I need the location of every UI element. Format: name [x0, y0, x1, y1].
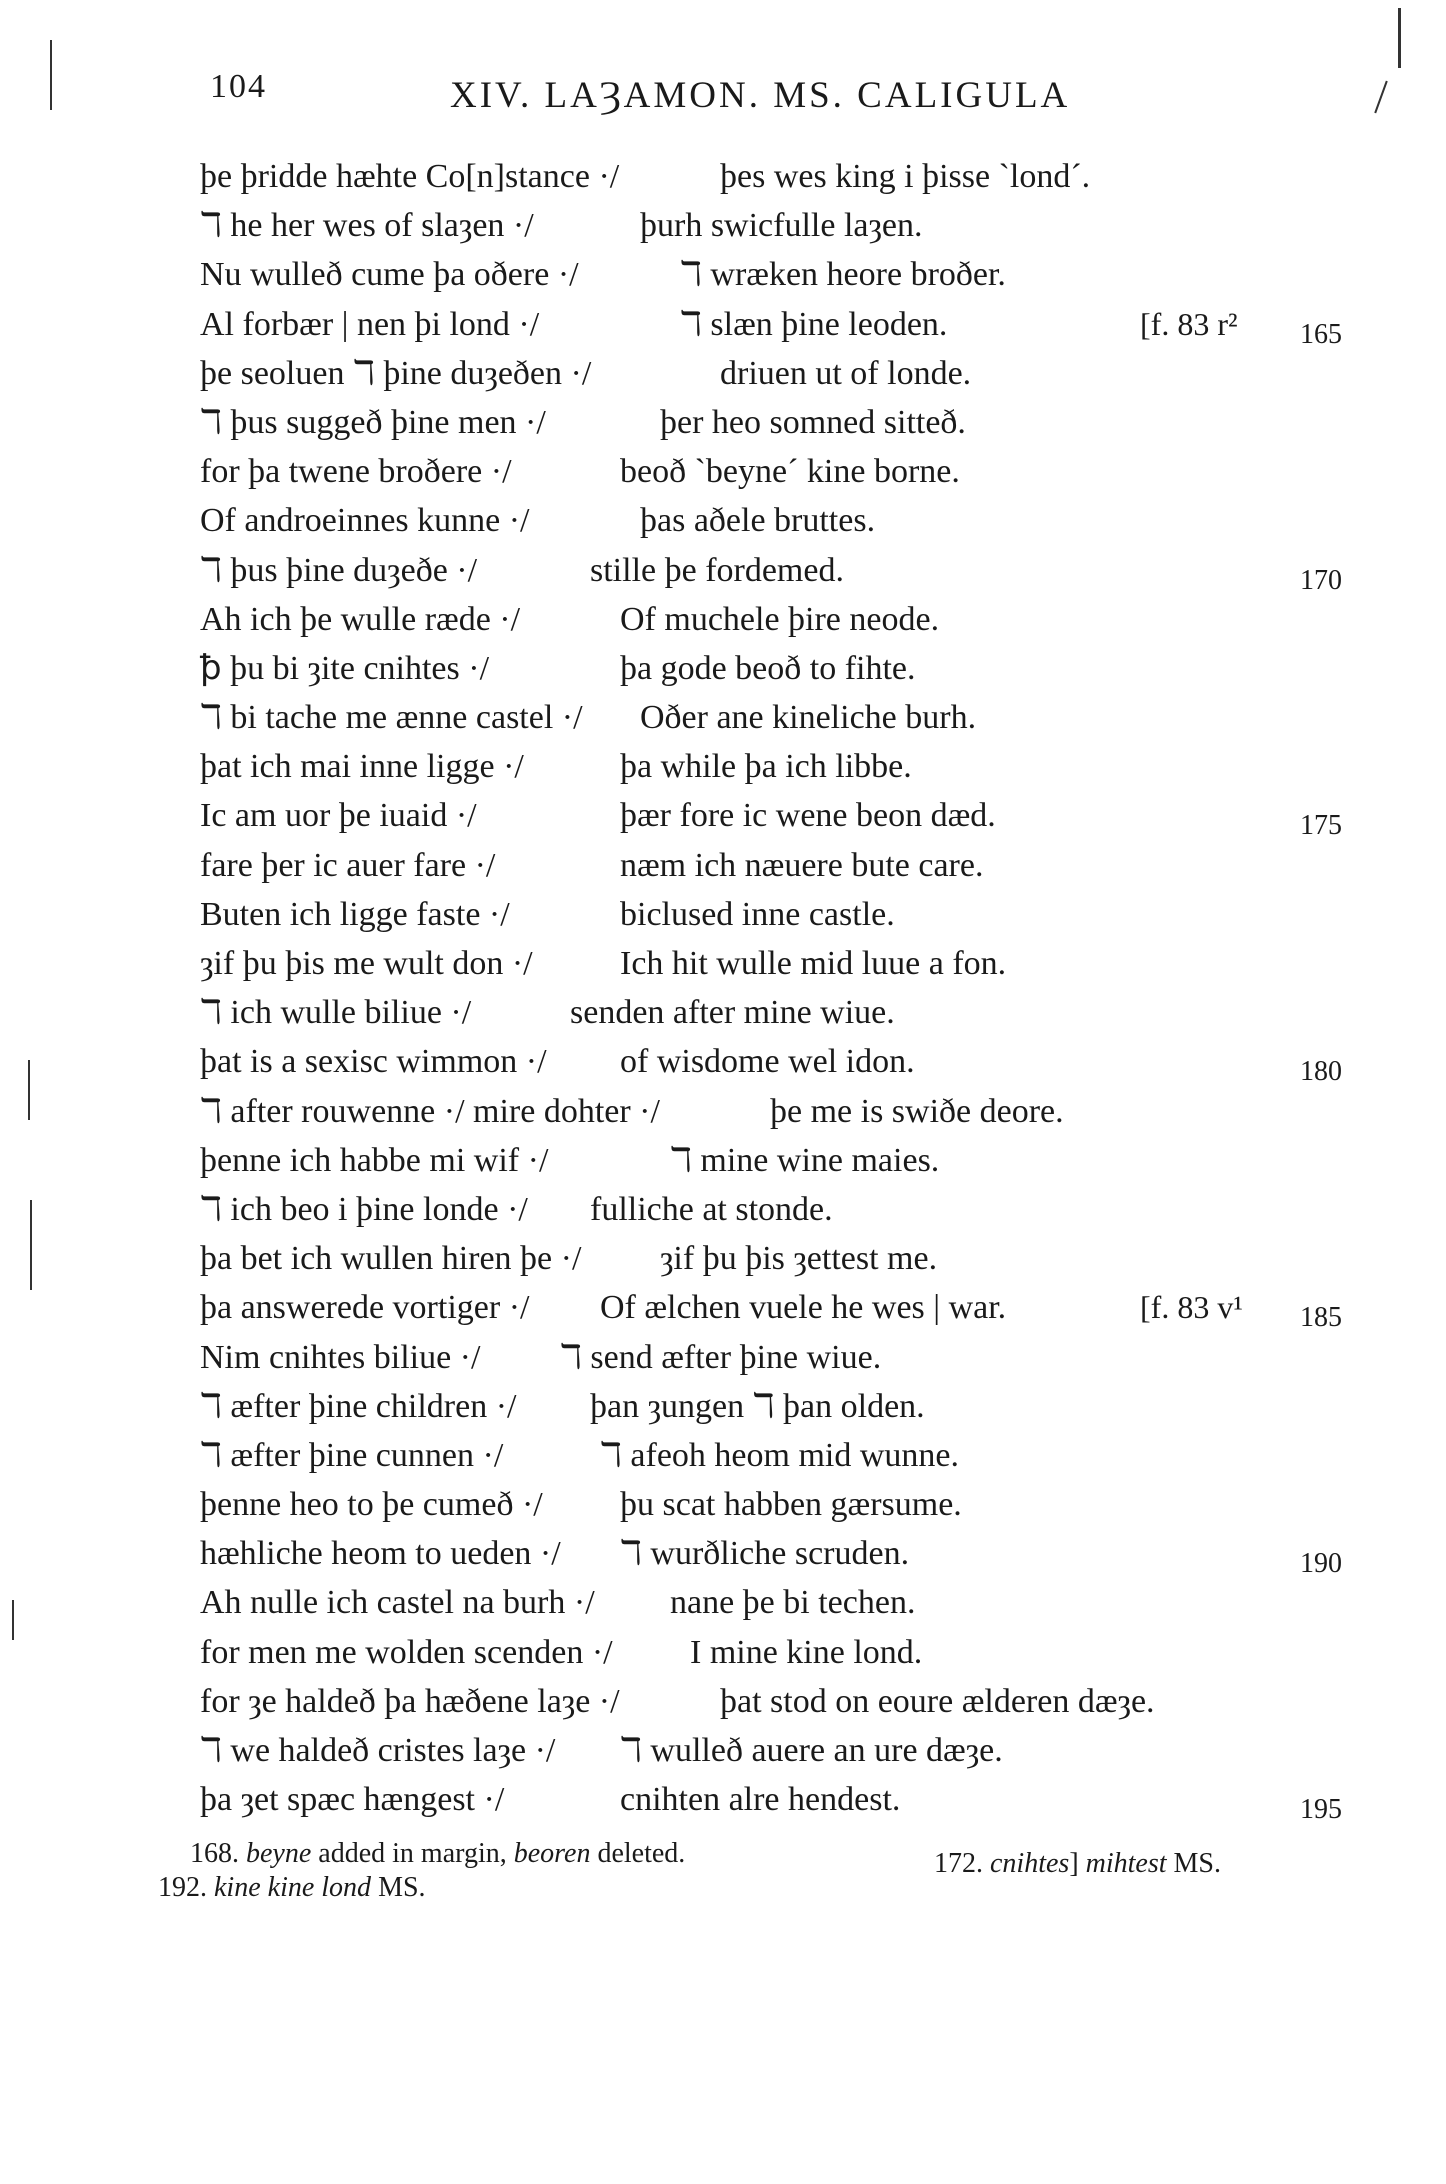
running-title: XIV. LAȜAMON. MS. CALIGULA	[450, 75, 1071, 116]
verse-second-half: biclused inne castle.	[620, 895, 895, 933]
verse-line	[200, 791, 1380, 840]
folio-reference: [f. 83 v¹	[1140, 1289, 1243, 1326]
verse-second-half: senden after mine wiue.	[570, 994, 895, 1032]
verse-first-half: Al forbær | nen þi lond ·/	[200, 305, 540, 343]
verse-line	[200, 1382, 1380, 1431]
line-number: 170	[1300, 564, 1342, 596]
verse-first-half: þe seoluen ℸ þine duȝeðen ·/	[200, 354, 592, 392]
verse-line	[200, 841, 1380, 890]
verse-first-half: Of androeinnes kunne ·/	[200, 502, 530, 540]
verse-first-half: hæhliche heom to ueden ·/	[200, 1535, 561, 1573]
verse-first-half: Ah nulle ich castel na burh ·/	[200, 1584, 595, 1622]
scan-mark	[1398, 8, 1401, 68]
verse-line	[200, 1234, 1380, 1283]
scan-mark	[1374, 81, 1388, 114]
verse-first-half: þat is a sexisc wimmon ·/	[200, 1043, 547, 1081]
verse-second-half: nane þe bi techen.	[670, 1584, 916, 1622]
verse-first-half: for ȝe haldeð þa hæðene laȝe ·/	[200, 1682, 620, 1720]
verse-second-half: ℸ wurðliche scruden.	[620, 1535, 910, 1573]
verse-first-half: Nu wulleð cume þa oðere ·/	[200, 256, 579, 294]
verse-line	[200, 1333, 1380, 1382]
verse-line	[200, 398, 1380, 447]
verse-line	[200, 496, 1380, 545]
verse-second-half: beoð ˋbeyneˊ kine borne.	[620, 453, 960, 491]
verse-second-half: Of muchele þire neode.	[620, 600, 940, 638]
verse-first-half: ℸ after rouwenne ·/ mire dohter ·/	[200, 1092, 660, 1130]
verse-second-half: ℸ wulleð auere an ure dæȝe.	[620, 1732, 1003, 1769]
verse-line	[200, 988, 1380, 1037]
scan-mark	[12, 1600, 14, 1640]
verse-second-half: þurh swicfulle laȝen.	[640, 207, 923, 245]
scan-mark	[28, 1060, 30, 1120]
verse-first-half: þenne ich habbe mi wif ·/	[200, 1141, 549, 1179]
verse-line	[200, 1283, 1380, 1332]
verse-line	[200, 1628, 1380, 1677]
verse-line	[200, 250, 1380, 299]
page-header	[210, 68, 1170, 128]
verse-line	[200, 201, 1380, 250]
verse-second-half: ℸ mine wine maies.	[670, 1141, 940, 1179]
verse-second-half: fulliche at stonde.	[590, 1190, 833, 1228]
verse-second-half: þa while þa ich libbe.	[620, 748, 912, 786]
verse-second-half: þan ȝungen ℸ þan olden.	[590, 1387, 925, 1425]
verse-second-half: stille þe fordemed.	[590, 551, 844, 589]
page-number: 104	[210, 68, 267, 105]
verse-line	[200, 1775, 1380, 1824]
verse-line	[200, 300, 1380, 349]
verse-first-half: ℸ ich wulle biliue ·/	[200, 994, 472, 1032]
verse-second-half: I mine kine lond.	[690, 1633, 923, 1671]
verse-line	[200, 1529, 1380, 1578]
line-number: 195	[1300, 1794, 1342, 1826]
verse-second-half: Of ælchen vuele he wes | war.	[600, 1289, 1007, 1327]
verse-first-half: ℸ he her wes of slaȝen ·/	[200, 207, 534, 245]
verse-text	[200, 152, 1380, 1824]
footnote-172: 172. cnihtes] mihtest MS.	[934, 1848, 1221, 1879]
verse-second-half: þa gode beoð to fihte.	[620, 649, 916, 687]
verse-first-half: for þa twene broðere ·/	[200, 453, 512, 491]
verse-line	[200, 152, 1380, 201]
verse-second-half: þe me is swiðe deore.	[770, 1092, 1064, 1130]
verse-second-half: Oðer ane kineliche burh.	[640, 699, 977, 737]
verse-second-half: ȝif þu þis ȝettest me.	[660, 1240, 938, 1278]
line-number: 180	[1300, 1056, 1342, 1088]
verse-line	[200, 1677, 1380, 1726]
line-number: 190	[1300, 1548, 1342, 1580]
verse-second-half: þu scat habben gærsume.	[620, 1486, 962, 1524]
verse-second-half: of wisdome wel idon.	[620, 1043, 915, 1081]
verse-line	[200, 1726, 1380, 1775]
verse-first-half: for men me wolden scenden ·/	[200, 1633, 613, 1671]
verse-second-half: driuen ut of londe.	[720, 354, 972, 392]
verse-second-half: þes wes king i þisse ˋlondˊ.	[720, 158, 1091, 195]
verse-line	[200, 890, 1380, 939]
verse-line	[200, 1480, 1380, 1529]
verse-line	[200, 546, 1380, 595]
footnote-168: 168. beyne added in margin, beoren deleted.	[190, 1838, 686, 1869]
verse-line	[200, 1087, 1380, 1136]
line-number: 165	[1300, 318, 1342, 350]
verse-second-half: þas aðele bruttes.	[640, 502, 876, 540]
verse-second-half: þat stod on eoure ælderen dæȝe.	[720, 1682, 1155, 1720]
verse-first-half: Ah ich þe wulle ræde ·/	[200, 600, 521, 638]
verse-first-half: ꝥ þu bi ȝite cnihtes ·/	[200, 649, 490, 687]
verse-first-half: Nim cnihtes biliue ·/	[200, 1338, 481, 1376]
verse-second-half: ℸ send æfter þine wiue.	[560, 1338, 882, 1376]
verse-first-half: ℸ þus suggeð þine men ·/	[200, 403, 546, 441]
verse-second-half: cnihten alre hendest.	[620, 1781, 901, 1819]
verse-first-half: ℸ bi tache me ænne castel ·/	[200, 699, 583, 737]
verse-first-half: þat ich mai inne ligge ·/	[200, 748, 524, 786]
line-number: 175	[1300, 810, 1342, 842]
scan-mark	[50, 40, 52, 110]
verse-second-half: þær fore ic wene beon dæd.	[620, 797, 996, 835]
verse-first-half: Buten ich ligge faste ·/	[200, 895, 510, 933]
verse-line	[200, 742, 1380, 791]
verse-second-half: næm ich næuere bute care.	[620, 846, 984, 884]
verse-first-half: þa ȝet spæc hængest ·/	[200, 1781, 505, 1819]
verse-line	[200, 1136, 1380, 1185]
verse-first-half: ȝif þu þis me wult don ·/	[200, 945, 533, 982]
verse-first-half: þa bet ich wullen hiren þe ·/	[200, 1240, 582, 1278]
verse-line	[200, 1578, 1380, 1627]
verse-first-half: ℸ we haldeð cristes laȝe ·/	[200, 1732, 556, 1769]
verse-second-half: ℸ slæn þine leoden.	[680, 305, 948, 343]
verse-first-half: þa answerede vortiger ·/	[200, 1289, 530, 1327]
verse-line	[200, 595, 1380, 644]
footnote-192: 192. kine kine lond MS.	[158, 1872, 426, 1903]
verse-first-half: Ic am uor þe iuaid ·/	[200, 797, 477, 835]
folio-reference: [f. 83 r²	[1140, 305, 1238, 342]
verse-first-half: fare þer ic auer fare ·/	[200, 846, 496, 884]
verse-first-half: þenne heo to þe cumeð ·/	[200, 1486, 543, 1524]
verse-first-half: ℸ æfter þine cunnen ·/	[200, 1436, 504, 1474]
verse-line	[200, 693, 1380, 742]
scan-mark	[30, 1200, 32, 1290]
verse-line	[200, 1185, 1380, 1234]
verse-first-half: ℸ æfter þine children ·/	[200, 1387, 517, 1425]
verse-first-half: ℸ ich beo i þine londe ·/	[200, 1190, 528, 1228]
verse-line	[200, 1037, 1380, 1086]
verse-line	[200, 349, 1380, 398]
verse-line	[200, 1431, 1380, 1480]
verse-line	[200, 644, 1380, 693]
verse-second-half: ℸ afeoh heom mid wunne.	[600, 1436, 959, 1474]
verse-line	[200, 939, 1380, 988]
verse-second-half: Ich hit wulle mid luue a fon.	[620, 945, 1007, 982]
line-number: 185	[1300, 1302, 1342, 1334]
verse-first-half: þe þridde hæhte Co[n]stance ·/	[200, 158, 620, 195]
verse-second-half: þer heo somned sitteð.	[660, 403, 966, 441]
verse-second-half: ℸ wræken heore broðer.	[680, 256, 1006, 294]
verse-first-half: ℸ þus þine duȝeðe ·/	[200, 551, 478, 589]
verse-line	[200, 447, 1380, 496]
